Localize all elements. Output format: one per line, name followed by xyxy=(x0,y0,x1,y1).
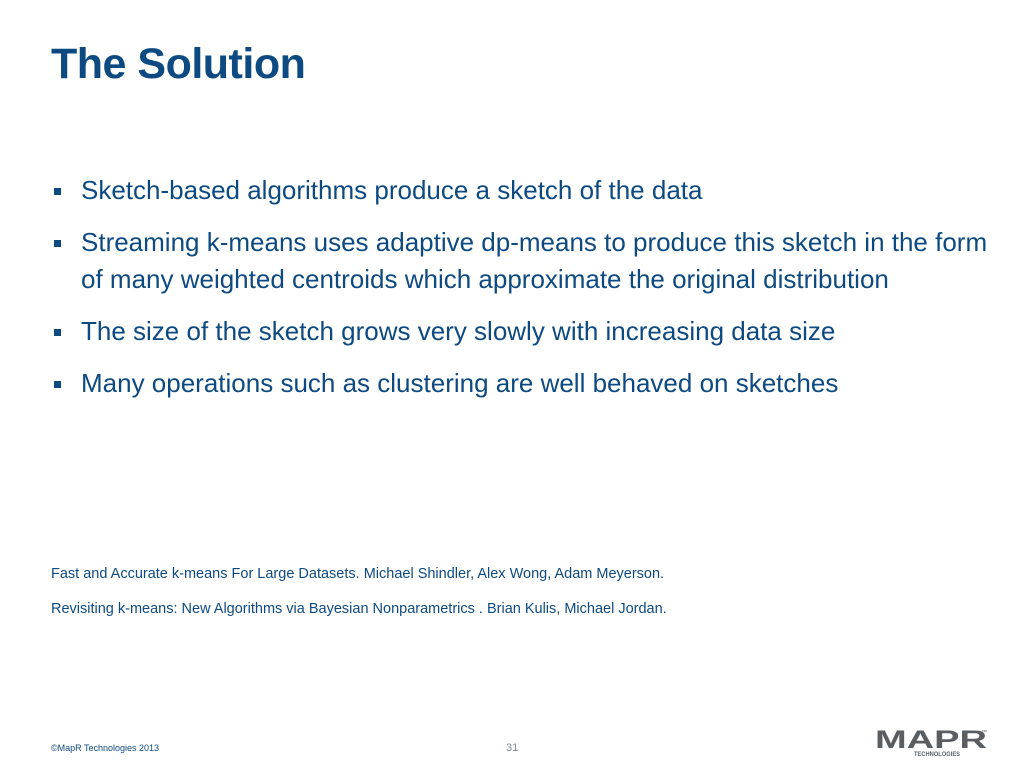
square-bullet-icon xyxy=(54,240,61,247)
bullet-item xyxy=(50,313,990,350)
references xyxy=(51,564,667,634)
bullet-list xyxy=(50,172,990,417)
bullet-item xyxy=(50,365,990,402)
logo-main-text: MAPR xyxy=(875,727,987,754)
square-bullet-icon xyxy=(54,188,61,195)
bullet-text: Sketch-based algorithms produce a sketch of the data xyxy=(81,175,703,205)
logo-trademark: ™ xyxy=(981,730,987,736)
square-bullet-icon xyxy=(54,329,61,336)
slide-title: The Solution xyxy=(51,40,306,88)
reference-item: Fast and Accurate k-means For Large Datasets. Michael Shindler, Alex Wong, Adam Meyerson. xyxy=(51,566,665,582)
bullet-item xyxy=(50,172,990,209)
bullet-text: Many operations such as clustering are well behaved on sketches xyxy=(81,368,839,398)
logo-sub-text: TECHNOLOGIES xyxy=(914,752,960,757)
bullet-text: Streaming k-means uses adaptive dp-means to produce this sketch in the form of many weighted centroids which approximate the original distribution xyxy=(81,227,988,294)
reference-item: Revisiting k-means: New Algorithms via Bayesian Nonparametrics . Brian Kulis, Michael Jordan. xyxy=(51,601,667,617)
bullet-item xyxy=(50,224,990,298)
bullet-text: The size of the sketch grows very slowly with increasing data size xyxy=(81,316,836,346)
mapr-logo xyxy=(875,727,991,757)
page-number: 31 xyxy=(506,742,519,754)
square-bullet-icon xyxy=(54,381,61,388)
copyright-text: ©MapR Technologies 2013 xyxy=(51,743,160,753)
